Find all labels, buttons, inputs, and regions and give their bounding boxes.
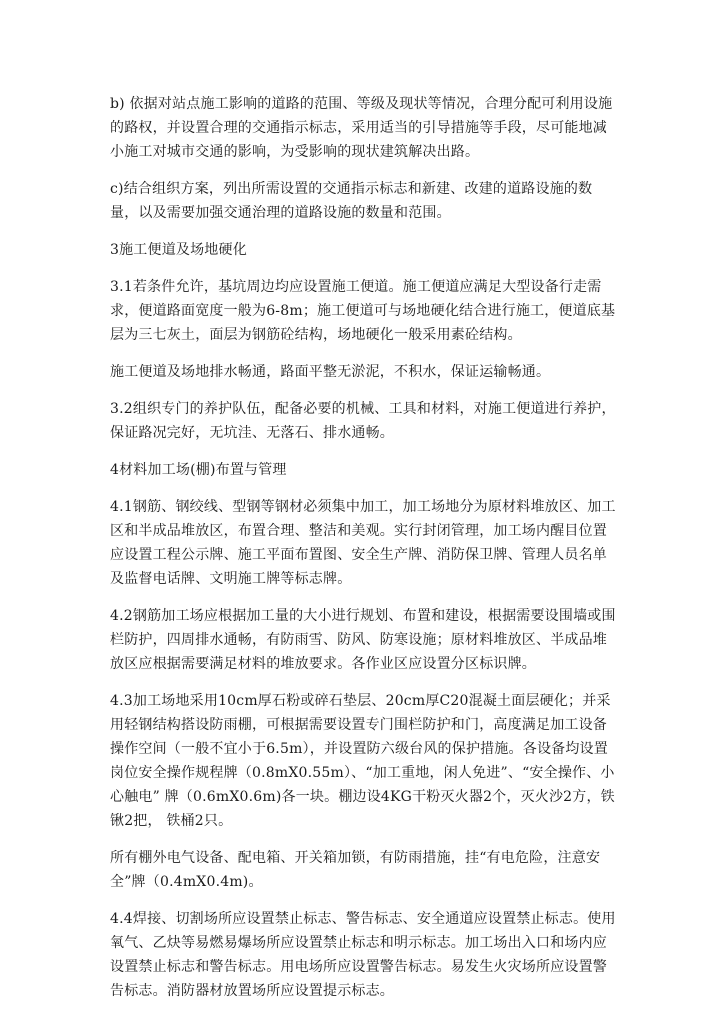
section-heading-4: 4材料加工场(棚)布置与管理 (110, 462, 287, 478)
paragraph-b: b) 依据对站点施工影响的道路的范围、等级及现状等情况，合理分配可利用设施的路权，并设置合理的交通指示标志，采用适当的引导措施等手段，尽可能地减小施工对城市交通的影响，为受影响的现状建筑解决出路。 (110, 96, 613, 160)
paragraph-4-3: 4.3加工场地采用10cm厚石粉或碎石垫层、20cm厚C20混凝土面层硬化；并采用轻钢结构搭设防雨棚，可根据需要设置专门围栏防护和门，高度满足加工设备操作空间（一般不宜小于6.5m），并设置防六级台风的保护措施。各设备均设置岗位安全操作规程牌（0.8mX0.55m）、“加工重地，闲人免进”、“安全操作、小心触电” 牌（0.6mX0.6m)各一块。棚边设4KG干粉灭火器2个，灭火沙2方，铁锹2把， 铁桶2只。 (110, 693, 615, 829)
paragraph-c: c)结合组织方案，列出所需设置的交通指示标志和新建、改建的道路设施的数量，以及需要加强交通治理的道路设施的数量和范围。 (110, 181, 593, 221)
document-body (110, 92, 620, 1016)
paragraph-3-1: 3.1若条件允许，基坑周边均应设置施工便道。施工便道应满足大型设备行走需求，便道路面宽度一般为6-8m；施工便道可与场地硬化结合进行施工，便道底基层为三七灰土，面层为钢筋砼结构，场地硬化一般采用素砼结构。 (110, 279, 616, 343)
paragraph-drainage: 施工便道及场地排水畅通，路面平整无淤泥，不积水，保证运输畅通。 (110, 364, 551, 380)
paragraph-4-1: 4.1钢筋、钢绞线、型钢等钢材必须集中加工，加工场地分为原材料堆放区、加工区和半成品堆放区，布置合理、整洁和美观。实行封闭管理，加工场内醒目位置应设置工程公示牌、施工平面布置图、安全生产牌、消防保卫牌、管理人员名单及监督电话牌、文明施工牌等标志牌。 (110, 499, 616, 587)
section-heading-3: 3施工便道及场地硬化 (110, 242, 247, 258)
paragraph-3-2: 3.2组织专门的养护队伍，配备必要的机械、工具和材料，对施工便道进行养护，保证路况完好，无坑洼、无落石、排水通畅。 (110, 401, 616, 441)
paragraph-4-2: 4.2钢筋加工场应根据加工量的大小进行规划、布置和建设，根据需要设围墙或围栏防护，四周排水通畅，有防雨雪、防风、防寒设施；原材料堆放区、半成品堆放区应根据需要满足材料的堆放要求。各作业区应设置分区标识牌。 (110, 608, 616, 672)
paragraph-4-4: 4.4焊接、切割场所应设置禁止标志、警告标志、安全通道应设置禁止标志。使用氧气、乙炔等易燃易爆场所应设置禁止标志和明示标志。加工场出入口和场内应设置禁止标志和警告标志。用电场所应设置警告标志。易发生火灾场所应设置警 告标志。消防器材放置场所应设置提示标志。 (110, 911, 616, 999)
paragraph-electrical: 所有棚外电气设备、配电箱、开关箱加锁，有防雨措施，挂“有电危险，注意安全”牌（0.4mX0.4m)。 (110, 850, 601, 890)
